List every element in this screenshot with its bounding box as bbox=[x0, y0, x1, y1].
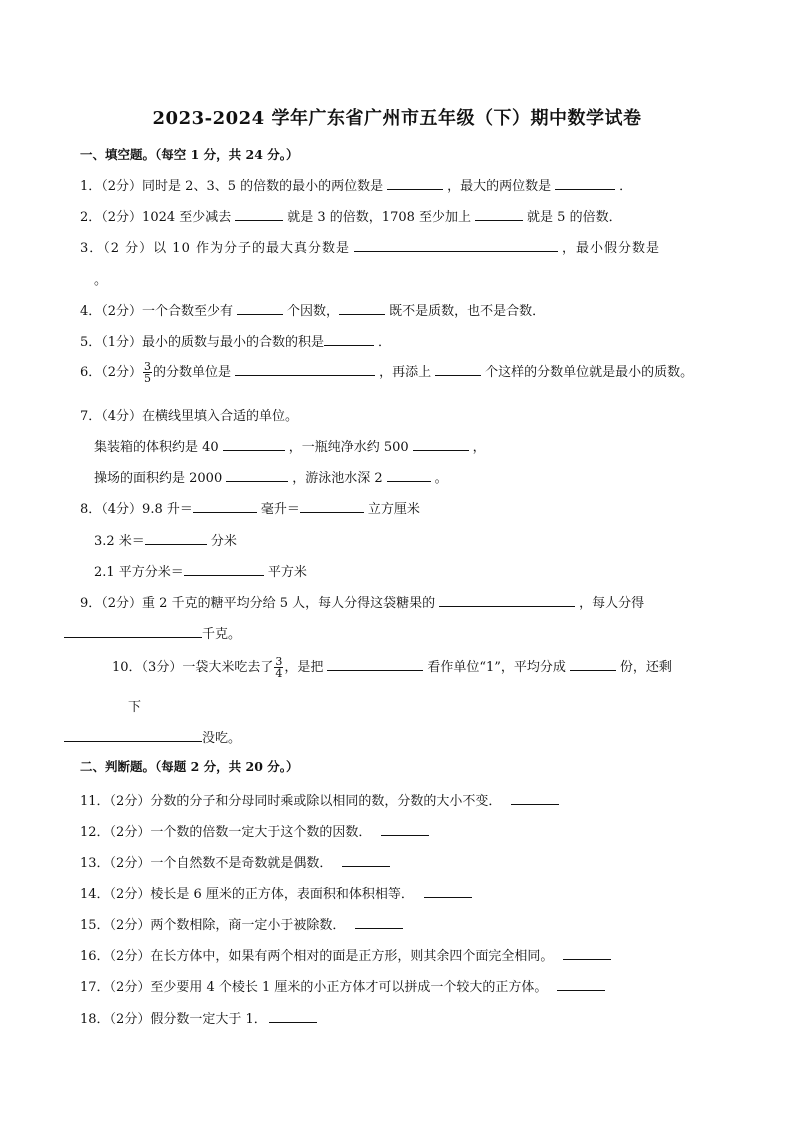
question-text: 集装箱的体积约是 40 bbox=[94, 440, 219, 455]
question-text: ，每人分得 bbox=[579, 596, 645, 611]
question-text: 就是 3 的倍数，1708 至少加上 bbox=[287, 210, 472, 225]
question-7-line2 bbox=[94, 467, 448, 486]
question-text: 1．（2分）同时是 2、3、5 的倍数的最小的两位数是 bbox=[80, 179, 384, 194]
question-text: ． bbox=[378, 335, 392, 350]
answer-blank[interactable] bbox=[354, 237, 558, 252]
question-text: 3．（2 分）以 10 作为分子的最大真分数是 bbox=[80, 241, 350, 256]
answer-blank[interactable] bbox=[184, 561, 264, 576]
answer-blank[interactable] bbox=[355, 914, 403, 929]
answer-blank[interactable] bbox=[324, 331, 374, 346]
answer-blank[interactable] bbox=[439, 592, 575, 607]
question-text: 6．（2分） bbox=[80, 365, 143, 380]
question-text: 立方厘米 bbox=[367, 502, 420, 517]
question-text: 既不是质数，也不是合数． bbox=[389, 304, 546, 319]
answer-blank[interactable] bbox=[475, 206, 523, 221]
question-4 bbox=[80, 300, 545, 319]
question-8 bbox=[80, 498, 420, 517]
judge-question-13 bbox=[80, 852, 394, 871]
answer-blank[interactable] bbox=[563, 945, 611, 960]
question-7-line1 bbox=[94, 436, 486, 455]
question-text: 操场的面积约是 2000 bbox=[94, 471, 223, 486]
question-text: 就是 5 的倍数． bbox=[527, 210, 622, 225]
question-text: 8．（4分）9.8 升＝ bbox=[80, 502, 193, 517]
question-text: 9．（2分）重 2 千克的糖平均分给 5 人，每人分得这袋糖果的 bbox=[80, 596, 436, 611]
answer-blank[interactable] bbox=[193, 498, 257, 513]
answer-blank[interactable] bbox=[555, 175, 615, 190]
answer-blank[interactable] bbox=[387, 467, 431, 482]
answer-blank[interactable] bbox=[413, 436, 469, 451]
page-title: 2023-2024 学年广东省广州市五年级（下）期中数学试卷 bbox=[152, 108, 642, 129]
answer-blank[interactable] bbox=[424, 883, 472, 898]
question-2 bbox=[80, 206, 622, 225]
question-text: 看作单位“1”，平均分成 bbox=[427, 660, 566, 675]
question-8-line3 bbox=[94, 561, 307, 580]
question-3 bbox=[80, 237, 660, 256]
judge-question-12 bbox=[80, 821, 433, 840]
question-10-line2: 下 bbox=[128, 700, 142, 715]
question-text: ，最大的两位数是 bbox=[447, 179, 552, 194]
question-text: 11．（2分）分数的分子和分母同时乘或除以相同的数，分数的大小不变． bbox=[80, 794, 502, 809]
answer-blank[interactable] bbox=[570, 656, 616, 671]
question-text: ，最小假分数是 bbox=[561, 241, 660, 256]
question-text: 分米 bbox=[210, 534, 237, 549]
question-text: 平方米 bbox=[267, 565, 307, 580]
question-5 bbox=[80, 331, 391, 350]
answer-blank[interactable] bbox=[235, 361, 375, 376]
question-3-end: 。 bbox=[94, 273, 108, 288]
question-text: 13．（2分）一个自然数不是奇数就是偶数． bbox=[80, 856, 333, 871]
question-text: 10．（3分）一袋大米吃去了 bbox=[112, 660, 274, 675]
answer-blank[interactable] bbox=[237, 300, 283, 315]
question-8-line2 bbox=[94, 530, 237, 549]
judge-question-18 bbox=[80, 1008, 321, 1027]
question-text: ． bbox=[619, 179, 633, 194]
question-9 bbox=[80, 592, 644, 611]
answer-blank[interactable] bbox=[381, 821, 429, 836]
answer-blank[interactable] bbox=[145, 530, 207, 545]
question-text: 16．（2分）在长方体中，如果有两个相对的面是正方形，则其余四个面完全相同。 bbox=[80, 949, 554, 964]
question-text: 毫升＝ bbox=[260, 502, 300, 517]
question-text: 没吃。 bbox=[202, 731, 242, 746]
answer-blank[interactable] bbox=[342, 852, 390, 867]
answer-blank[interactable] bbox=[64, 623, 202, 638]
judge-question-11 bbox=[80, 790, 563, 809]
question-text: 个因数， bbox=[287, 304, 340, 319]
judge-question-15 bbox=[80, 914, 407, 933]
fraction: $\frac{3}{4}$ bbox=[275, 655, 283, 680]
answer-blank[interactable] bbox=[269, 1008, 317, 1023]
question-10 bbox=[112, 656, 672, 679]
question-text: 个这样的分数单位就是最小的质数。 bbox=[485, 365, 694, 380]
answer-blank[interactable] bbox=[223, 436, 285, 451]
question-text: ，再添上 bbox=[379, 365, 432, 380]
answer-blank[interactable] bbox=[226, 467, 288, 482]
answer-blank[interactable] bbox=[64, 727, 202, 742]
question-text: 15．（2分）两个数相除，商一定小于被除数． bbox=[80, 918, 346, 933]
question-text: 2．（2分）1024 至少减去 bbox=[80, 210, 232, 225]
fraction: $\frac{3}{5}$ bbox=[144, 360, 152, 385]
question-text: ，游泳池水深 2 bbox=[292, 471, 383, 486]
answer-blank[interactable] bbox=[339, 300, 385, 315]
question-text: 14．（2分）棱长是 6 厘米的正方体，表面积和体积相等． bbox=[80, 887, 414, 902]
answer-blank[interactable] bbox=[387, 175, 443, 190]
question-text: 5．（1分）最小的质数与最小的合数的积是 bbox=[80, 335, 325, 350]
question-10-line3 bbox=[64, 727, 241, 746]
answer-blank[interactable] bbox=[435, 361, 481, 376]
question-text: 的分数单位是 bbox=[153, 365, 232, 380]
question-text: 。 bbox=[434, 471, 448, 486]
question-text: 18．（2分）假分数一定大于 1． bbox=[80, 1012, 267, 1027]
question-text: 千克。 bbox=[202, 627, 242, 642]
answer-blank[interactable] bbox=[511, 790, 559, 805]
question-9-line2 bbox=[64, 623, 241, 642]
question-text: 2.1 平方分米＝ bbox=[94, 565, 184, 580]
question-text: ，是把 bbox=[284, 660, 324, 675]
answer-blank[interactable] bbox=[327, 656, 423, 671]
answer-blank[interactable] bbox=[557, 976, 605, 991]
section-heading-judge: 二、判断题。（每题 2 分，共 20 分。） bbox=[80, 759, 299, 774]
question-text: 3.2 米＝ bbox=[94, 534, 145, 549]
question-7: 7．（4分）在横线里填入合适的单位。 bbox=[80, 409, 299, 424]
judge-question-16 bbox=[80, 945, 615, 964]
answer-blank[interactable] bbox=[300, 498, 364, 513]
question-text: ，一瓶纯净水约 500 bbox=[288, 440, 409, 455]
judge-question-14 bbox=[80, 883, 476, 902]
question-6 bbox=[80, 361, 693, 384]
section-heading-fill: 一、填空题。（每空 1 分，共 24 分。） bbox=[80, 147, 299, 162]
question-text: ， bbox=[472, 440, 486, 455]
question-text: 份，还剩 bbox=[619, 660, 672, 675]
judge-question-17 bbox=[80, 976, 609, 995]
question-text: 12．（2分）一个数的倍数一定大于这个数的因数． bbox=[80, 825, 372, 840]
question-text: 17．（2分）至少要用 4 个棱长 1 厘米的小正方体才可以拼成一个较大的正方体。 bbox=[80, 980, 548, 995]
question-1 bbox=[80, 175, 632, 194]
question-text: 4．（2分）一个合数至少有 bbox=[80, 304, 234, 319]
answer-blank[interactable] bbox=[235, 206, 283, 221]
